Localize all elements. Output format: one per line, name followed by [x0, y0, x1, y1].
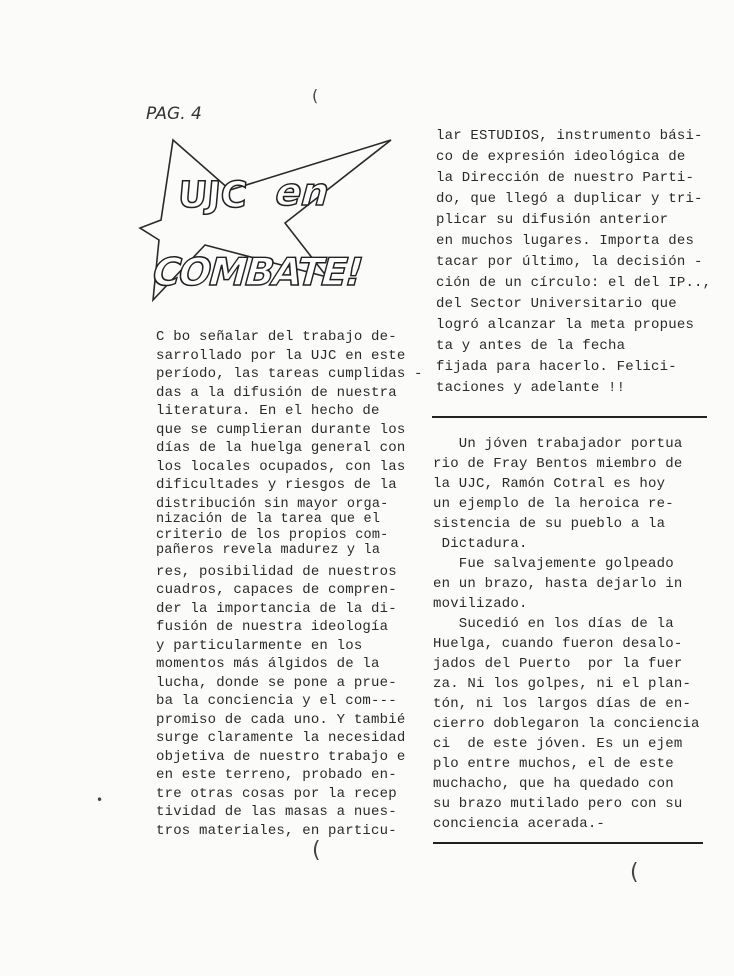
text-line: pañeros revela madurez y la: [156, 543, 381, 558]
text-line: res, posibilidad de nuestros: [156, 563, 397, 580]
text-line: criterio de los propios com-: [156, 527, 389, 543]
text-line: Un jóven trabajador portua: [433, 436, 683, 452]
text-line: rio de Fray Bentos miembro de: [433, 456, 683, 472]
paragraph-lines: [156, 563, 423, 841]
overtyped-lines: [156, 497, 423, 559]
text-line: za. Ni los golpes, ni el plan-: [433, 676, 692, 692]
text-line: días de la huelga general con: [156, 440, 406, 456]
text-line: Sucedió en los días de la: [433, 616, 674, 632]
text-line: sarrollado por la UJC en este: [156, 347, 406, 364]
text-line: literatura. En el hecho de: [156, 403, 380, 419]
left-column: [156, 328, 423, 840]
text-line: cierro doblegaron la conciencia: [433, 716, 700, 732]
text-line: der la importancia de la di-: [156, 600, 397, 617]
text-line: fijada para hacerlo. Felici-: [436, 359, 677, 375]
text-line: das a la difusión de nuestra: [156, 384, 397, 401]
text-line: y particularmente en los: [156, 637, 363, 654]
text-line: tre otras cosas por la recep: [156, 785, 397, 802]
right-article-2: [433, 434, 700, 834]
text-line: la Dirección de nuestro Parti-: [436, 170, 695, 186]
stray-mark: (: [630, 860, 639, 885]
text-line: taciones y adelante !!: [436, 380, 626, 396]
text-line: del Sector Universitario que: [436, 296, 677, 312]
divider-rule: [432, 416, 707, 418]
text-line: plicar su difusión anterior: [436, 212, 669, 228]
page-number: PAG. 4: [146, 104, 202, 124]
text-line: en muchos lugares. Importa des: [436, 233, 695, 249]
text-line: fusión de nuestra ideología: [156, 619, 389, 635]
text-line: objetiva de nuestro trabajo e: [156, 748, 406, 765]
logo-text-ujc: UJC: [176, 174, 249, 216]
text-line: conciencia acerada.-: [433, 816, 606, 832]
text-line: la UJC, Ramón Cotral es hoy: [433, 476, 666, 492]
text-line: movilizado.: [433, 596, 528, 612]
text-line: ción de un círculo: el del IP..,: [436, 275, 712, 291]
text-line: ba la conciencia y el com---: [156, 693, 397, 709]
paragraph-lines: [156, 328, 423, 495]
divider-rule: [433, 842, 703, 844]
text-line: surge claramente la necesidad: [156, 730, 406, 746]
stray-mark: (: [312, 86, 319, 105]
text-line: los locales ocupados, con las: [156, 458, 406, 475]
text-line: Fue salvajemente golpeado: [433, 556, 674, 572]
text-line: tividad de las masas a nues-: [156, 804, 397, 820]
text-line: logró alcanzar la meta propues: [436, 317, 695, 333]
text-line: Huelga, cuando fueron desalo-: [433, 636, 683, 652]
text-line: un ejemplo de la heroica re-: [433, 496, 674, 512]
text-line: C bo señalar del trabajo de-: [156, 329, 397, 345]
text-line: su brazo mutilado pero con su: [433, 796, 683, 812]
text-line: cuadros, capaces de compren-: [156, 582, 397, 598]
text-line: período, las tareas cumplidas -: [156, 366, 423, 382]
text-line: ta y antes de la fecha: [436, 338, 626, 354]
stray-mark: (: [312, 838, 321, 863]
text-line: sistencia de su pueblo a la: [433, 516, 666, 532]
text-line: Dictadura.: [433, 536, 528, 552]
text-line: lucha, donde se pone a prue-: [156, 674, 397, 691]
ujc-en-combate-logo: [135, 115, 405, 325]
text-line: ci de este jóven. Es un ejem: [433, 736, 683, 752]
text-line: promiso de cada uno. Y tambié: [156, 711, 406, 728]
text-line: momentos más álgidos de la: [156, 656, 380, 672]
text-line: plo entre muchos, el de este: [433, 756, 674, 772]
text-line: lar ESTUDIOS, instrumento bási-: [436, 128, 703, 144]
text-line: do, que llegó a duplicar y tri-: [436, 191, 703, 207]
text-line: en un brazo, hasta dejarlo in: [433, 576, 683, 592]
right-article-1: [436, 126, 711, 399]
text-line: que se cumplieran durante los: [156, 421, 406, 438]
text-line: distribución sin mayor orga-: [156, 496, 389, 512]
text-line: tros materiales, en particu-: [156, 822, 397, 839]
text-line: en este terreno, probado en-: [156, 767, 397, 783]
stray-mark: •: [96, 793, 104, 807]
text-line: tacar por último, la decisión -: [436, 254, 703, 270]
text-line: muchacho, que ha quedado con: [433, 776, 674, 792]
text-line: dificultades y riesgos de la: [156, 477, 397, 493]
text-line: nización de la tarea que el: [156, 512, 381, 527]
logo-text-combate: COMBATE!: [146, 250, 369, 295]
text-line: jados del Puerto por la fuer: [433, 656, 683, 672]
text-line: tón, ni los largos días de en-: [433, 696, 692, 712]
text-line: co de expresión ideológica de: [436, 149, 686, 165]
logo-text-en: en: [270, 170, 335, 215]
